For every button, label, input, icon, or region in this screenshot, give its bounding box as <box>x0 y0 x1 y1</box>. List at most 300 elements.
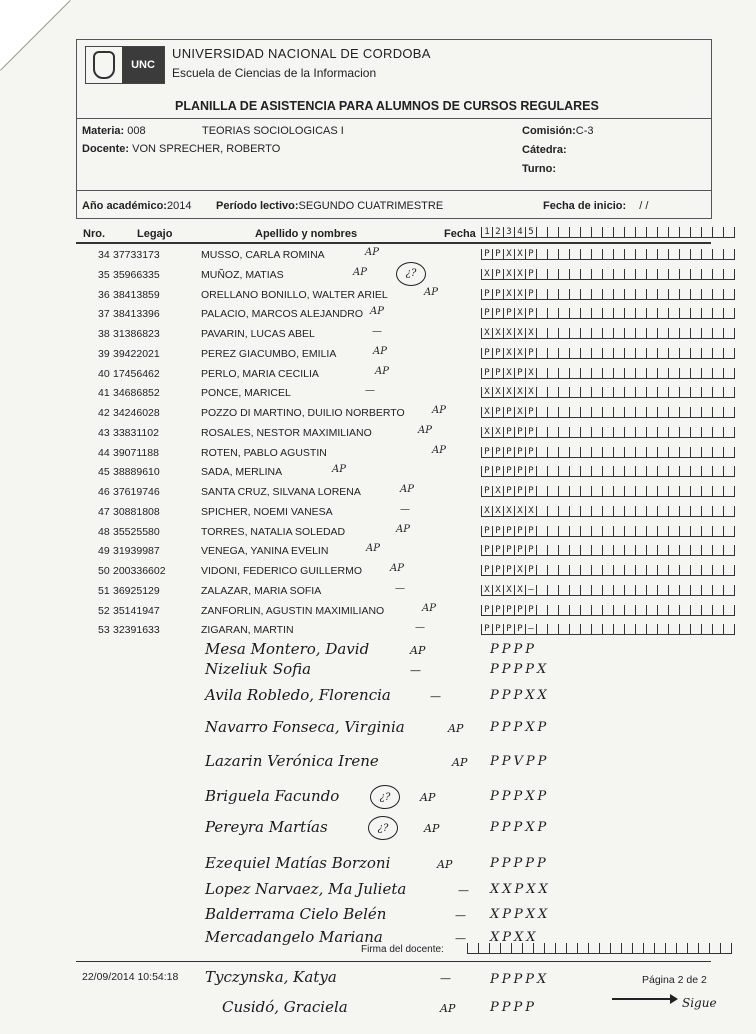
handwritten-attendance: PPPP <box>490 642 537 657</box>
attendance-box <box>569 227 580 238</box>
sigue-note: Sigue <box>682 996 717 1010</box>
attendance-box <box>701 289 712 300</box>
attendance-box <box>712 605 723 616</box>
attendance-box <box>577 943 588 954</box>
attendance-box <box>558 506 569 517</box>
handwritten-note: — <box>440 972 451 985</box>
attendance-box <box>591 387 602 398</box>
table-header-rule <box>76 242 711 244</box>
attendance-box <box>580 368 591 379</box>
attendance-box <box>547 545 558 556</box>
attendance-box <box>580 526 591 537</box>
attendance-box <box>591 328 602 339</box>
col-nombre: Apellido y nombres <box>255 228 358 240</box>
attendance-box <box>723 605 735 616</box>
student-name: VENEGA, YANINA EVELIN <box>201 545 329 558</box>
student-name: MUSSO, CARLA ROMINA <box>201 249 325 261</box>
attendance-box: P <box>492 269 503 280</box>
attendance-box <box>558 545 569 556</box>
handwritten-name: Avila Robledo, Florencia <box>205 686 391 704</box>
attendance-box <box>668 407 679 418</box>
attendance-box <box>569 624 580 635</box>
attendance-box <box>690 526 701 537</box>
attendance-box <box>679 565 690 576</box>
attendance-box: X <box>514 269 525 280</box>
attendance-box: P <box>525 486 536 497</box>
attendance-box <box>569 526 580 537</box>
attendance-box <box>536 447 547 458</box>
attendance-box: P <box>492 447 503 458</box>
attendance-box <box>723 545 735 556</box>
attendance-box <box>547 407 558 418</box>
attendance-box <box>580 624 591 635</box>
attendance-box <box>723 624 735 635</box>
logo-text: UNC <box>122 47 164 83</box>
student-number: 44 <box>98 446 110 459</box>
table-row <box>0 445 756 465</box>
student-name: ZALAZAR, MARIA SOFIA <box>201 584 322 597</box>
attendance-box: P <box>514 466 525 477</box>
attendance-box <box>657 348 668 359</box>
attendance-box <box>591 348 602 359</box>
attendance-boxes <box>481 407 735 418</box>
student-legajo: 200336602 <box>113 565 166 577</box>
attendance-box <box>547 387 558 398</box>
attendance-box <box>657 407 668 418</box>
attendance-box: P <box>525 545 536 556</box>
attendance-box <box>701 585 712 596</box>
attendance-box <box>558 624 569 635</box>
attendance-box <box>602 486 613 497</box>
attendance-box: X <box>492 506 503 517</box>
attendance-box <box>536 545 547 556</box>
attendance-box <box>558 328 569 339</box>
handwritten-attendance: XPXX <box>490 930 539 945</box>
attendance-box <box>635 486 646 497</box>
attendance-box <box>690 249 701 260</box>
attendance-box <box>635 368 646 379</box>
firma-label: Firma del docente: <box>361 944 444 955</box>
student-number: 42 <box>98 407 110 419</box>
attendance-box <box>679 486 690 497</box>
attendance-box <box>679 387 690 398</box>
attendance-box <box>602 328 613 339</box>
attendance-box <box>536 486 547 497</box>
attendance-box <box>712 447 723 458</box>
attendance-box <box>723 348 735 359</box>
attendance-box: P <box>525 289 536 300</box>
student-number: 34 <box>98 249 110 261</box>
attendance-box <box>668 486 679 497</box>
attendance-box <box>679 466 690 477</box>
student-legajo: 37733173 <box>113 249 160 261</box>
attendance-box <box>566 943 577 954</box>
table-row <box>0 563 756 583</box>
attendance-box <box>511 943 522 954</box>
attendance-box: P <box>492 466 503 477</box>
attendance-box <box>712 289 723 300</box>
handwritten-name: Tyczynska, Katya <box>205 968 337 986</box>
attendance-box <box>701 269 712 280</box>
attendance-box <box>712 624 723 635</box>
student-legajo: 31939987 <box>113 545 160 558</box>
attendance-box <box>569 407 580 418</box>
attendance-boxes <box>481 486 735 497</box>
attendance-box <box>624 308 635 319</box>
attendance-box <box>613 387 624 398</box>
handwritten-note: AP <box>432 444 446 456</box>
attendance-box <box>536 289 547 300</box>
attendance-box <box>712 387 723 398</box>
attendance-box <box>602 585 613 596</box>
table-row <box>0 504 756 524</box>
handwritten-name: Lopez Narvaez, Ma Julieta <box>205 880 407 898</box>
attendance-box <box>723 486 735 497</box>
student-number: 46 <box>98 486 110 498</box>
attendance-boxes <box>481 348 735 359</box>
attendance-box <box>613 585 624 596</box>
attendance-boxes <box>481 249 735 260</box>
attendance-box: P <box>492 368 503 379</box>
attendance-box: P <box>492 605 503 616</box>
attendance-box <box>657 427 668 438</box>
attendance-box <box>613 565 624 576</box>
attendance-box: X <box>514 289 525 300</box>
attendance-box <box>646 624 657 635</box>
handwritten-note: — <box>455 909 466 922</box>
attendance-box <box>610 943 621 954</box>
attendance-box <box>613 624 624 635</box>
attendance-box <box>701 249 712 260</box>
attendance-box <box>646 289 657 300</box>
attendance-box <box>723 269 735 280</box>
attendance-box <box>690 308 701 319</box>
attendance-box: P <box>514 427 525 438</box>
attendance-box <box>668 227 679 238</box>
attendance-box: X <box>514 348 525 359</box>
attendance-box <box>690 545 701 556</box>
student-number: 41 <box>98 387 110 400</box>
attendance-box <box>536 269 547 280</box>
attendance-box <box>657 308 668 319</box>
attendance-box <box>558 565 569 576</box>
attendance-box <box>569 387 580 398</box>
attendance-boxes <box>481 368 735 379</box>
attendance-box: P <box>503 565 514 576</box>
attendance-box <box>624 348 635 359</box>
attendance-box <box>657 269 668 280</box>
handwritten-note: AP <box>418 424 432 436</box>
attendance-box: P <box>492 308 503 319</box>
turno-label: Turno: <box>522 163 557 175</box>
attendance-box <box>591 565 602 576</box>
attendance-box <box>635 526 646 537</box>
handwritten-note: AP <box>432 405 446 416</box>
attendance-boxes <box>481 289 735 300</box>
student-name: ROTEN, PABLO AGUSTIN <box>201 446 327 459</box>
attendance-box <box>690 585 701 596</box>
attendance-box <box>569 348 580 359</box>
attendance-box <box>547 368 558 379</box>
attendance-box <box>591 545 602 556</box>
attendance-boxes <box>481 506 735 517</box>
attendance-box <box>591 526 602 537</box>
attendance-box <box>679 328 690 339</box>
handwritten-note: — <box>372 326 382 337</box>
attendance-box: P <box>525 447 536 458</box>
attendance-box: X <box>481 407 492 418</box>
attendance-box <box>679 249 690 260</box>
attendance-box: P <box>492 565 503 576</box>
student-name: PONCE, MARICEL <box>201 387 291 400</box>
periodo-field: Período lectivo:SEGUNDO CUATRIMESTRE <box>216 200 444 212</box>
attendance-box <box>635 227 646 238</box>
attendance-box <box>632 943 643 954</box>
attendance-box <box>613 368 624 379</box>
attendance-box <box>646 545 657 556</box>
page-number: Página 2 de 2 <box>642 974 707 986</box>
attendance-box <box>591 605 602 616</box>
attendance-box: X <box>503 585 514 596</box>
attendance-box <box>668 447 679 458</box>
attendance-box <box>580 545 591 556</box>
attendance-boxes <box>481 585 735 596</box>
attendance-box <box>701 466 712 477</box>
attendance-box <box>602 565 613 576</box>
attendance-box <box>602 227 613 238</box>
attendance-box <box>536 585 547 596</box>
attendance-box: P <box>481 348 492 359</box>
handwritten-note: AP <box>353 266 367 278</box>
attendance-box: P <box>492 526 503 537</box>
attendance-box: P <box>514 486 525 497</box>
handwritten-note: AP <box>370 306 384 318</box>
attendance-box <box>665 943 676 954</box>
attendance-box <box>668 624 679 635</box>
attendance-box <box>580 585 591 596</box>
attendance-box <box>547 427 558 438</box>
student-name: SADA, MERLINA <box>201 466 283 479</box>
attendance-box <box>536 466 547 477</box>
attendance-box <box>547 269 558 280</box>
student-legajo: 32391633 <box>113 624 160 637</box>
handwritten-note: AP <box>440 1002 456 1015</box>
attendance-box <box>657 585 668 596</box>
student-number: 51 <box>98 584 110 597</box>
attendance-box <box>646 466 657 477</box>
attendance-box: X <box>514 506 525 517</box>
footer-rule <box>76 961 711 962</box>
attendance-box: P <box>514 605 525 616</box>
attendance-box <box>723 289 735 300</box>
attendance-box <box>547 289 558 300</box>
form-title: PLANILLA DE ASISTENCIA PARA ALUMNOS DE CURSOS REGULARES <box>175 99 599 113</box>
catedra-label: Cátedra: <box>522 144 567 156</box>
attendance-box <box>701 407 712 418</box>
student-name: MUÑOZ, MATIAS <box>201 268 284 281</box>
attendance-box: P <box>514 624 525 635</box>
attendance-box <box>536 227 547 238</box>
attendance-box <box>580 249 591 260</box>
attendance-box: P <box>481 486 492 497</box>
attendance-box <box>701 565 712 576</box>
attendance-box: X <box>503 368 514 379</box>
attendance-box: X <box>503 289 514 300</box>
attendance-box <box>547 227 558 238</box>
col-legajo: Legajo <box>137 228 173 240</box>
attendance-box <box>679 368 690 379</box>
attendance-box <box>657 387 668 398</box>
attendance-box <box>558 486 569 497</box>
attendance-box <box>712 269 723 280</box>
divider <box>76 118 711 119</box>
attendance-box <box>701 605 712 616</box>
attendance-box <box>690 447 701 458</box>
attendance-box <box>646 249 657 260</box>
attendance-box <box>679 289 690 300</box>
attendance-boxes <box>481 545 735 556</box>
attendance-box <box>613 526 624 537</box>
attendance-box <box>602 605 613 616</box>
attendance-box <box>591 289 602 300</box>
attendance-box <box>613 447 624 458</box>
attendance-box <box>646 526 657 537</box>
attendance-box: X <box>514 565 525 576</box>
table-row <box>0 287 756 307</box>
attendance-box: P <box>525 308 536 319</box>
attendance-box <box>569 486 580 497</box>
handwritten-note: AP <box>366 543 380 555</box>
university-name: UNIVERSIDAD NACIONAL DE CORDOBA <box>172 46 431 61</box>
attendance-box <box>646 486 657 497</box>
student-legajo: 34246028 <box>113 407 160 419</box>
attendance-box <box>591 368 602 379</box>
attendance-box <box>591 624 602 635</box>
print-date: 22/09/2014 10:54:18 <box>82 971 179 983</box>
attendance-box <box>690 348 701 359</box>
attendance-box <box>646 427 657 438</box>
attendance-box <box>723 526 735 537</box>
attendance-box <box>723 227 735 238</box>
attendance-box <box>624 387 635 398</box>
attendance-box <box>657 249 668 260</box>
attendance-box <box>701 387 712 398</box>
handwritten-name: Ezequiel Matías Borzoni <box>205 854 391 872</box>
student-number: 52 <box>98 604 110 617</box>
attendance-box <box>569 368 580 379</box>
attendance-box: P <box>503 545 514 556</box>
attendance-box <box>635 249 646 260</box>
handwritten-attendance: PPPPP <box>490 856 549 871</box>
handwritten-note: — <box>415 622 425 634</box>
attendance-box <box>701 227 712 238</box>
attendance-box <box>613 486 624 497</box>
table-row <box>0 247 756 267</box>
university-logo <box>85 46 165 84</box>
table-row <box>0 524 756 544</box>
attendance-box: X <box>525 328 536 339</box>
attendance-box <box>624 466 635 477</box>
attendance-box <box>712 249 723 260</box>
attendance-box <box>679 227 690 238</box>
attendance-box <box>690 605 701 616</box>
attendance-box <box>723 387 735 398</box>
attendance-box: P <box>492 624 503 635</box>
attendance-box <box>690 269 701 280</box>
attendance-box: P <box>514 526 525 537</box>
attendance-box <box>646 506 657 517</box>
attendance-box <box>657 466 668 477</box>
handwritten-note: AP <box>424 286 438 298</box>
attendance-box: P <box>514 545 525 556</box>
attendance-box: P <box>481 447 492 458</box>
attendance-box: P <box>514 447 525 458</box>
attendance-box <box>547 308 558 319</box>
attendance-box <box>536 624 547 635</box>
attendance-box <box>602 466 613 477</box>
attendance-box: P <box>503 427 514 438</box>
attendance-box <box>668 368 679 379</box>
attendance-box <box>624 368 635 379</box>
attendance-box <box>569 427 580 438</box>
handwritten-note: — <box>455 932 466 945</box>
table-row <box>0 385 756 405</box>
attendance-box <box>558 526 569 537</box>
attendance-box: P <box>481 289 492 300</box>
attendance-box <box>613 545 624 556</box>
attendance-box <box>635 387 646 398</box>
attendance-box: P <box>481 368 492 379</box>
attendance-box <box>657 328 668 339</box>
attendance-box <box>657 565 668 576</box>
attendance-box: P <box>481 624 492 635</box>
attendance-box <box>668 427 679 438</box>
attendance-box: P <box>503 308 514 319</box>
attendance-boxes <box>481 466 735 477</box>
attendance-box <box>654 943 665 954</box>
attendance-box: X <box>503 387 514 398</box>
attendance-box <box>635 565 646 576</box>
attendance-box: P <box>525 526 536 537</box>
attendance-box: P <box>525 249 536 260</box>
attendance-box <box>624 447 635 458</box>
attendance-box <box>723 249 735 260</box>
attendance-box: X <box>503 269 514 280</box>
attendance-box <box>701 447 712 458</box>
attendance-box <box>723 506 735 517</box>
attendance-box: P <box>525 269 536 280</box>
attendance-box <box>690 466 701 477</box>
attendance-box <box>679 427 690 438</box>
attendance-box <box>701 308 712 319</box>
attendance-box: P <box>481 545 492 556</box>
attendance-box: X <box>492 427 503 438</box>
attendance-boxes <box>481 526 735 537</box>
table-row <box>0 603 756 623</box>
attendance-box <box>679 269 690 280</box>
table-row <box>0 583 756 603</box>
attendance-box <box>613 289 624 300</box>
table-row <box>0 346 756 366</box>
attendance-box <box>591 486 602 497</box>
attendance-box <box>690 624 701 635</box>
signature-boxes <box>467 943 732 954</box>
attendance-box <box>723 565 735 576</box>
attendance-box <box>602 447 613 458</box>
student-number: 40 <box>98 367 110 380</box>
handwritten-note: AP <box>424 822 440 835</box>
attendance-box <box>580 506 591 517</box>
